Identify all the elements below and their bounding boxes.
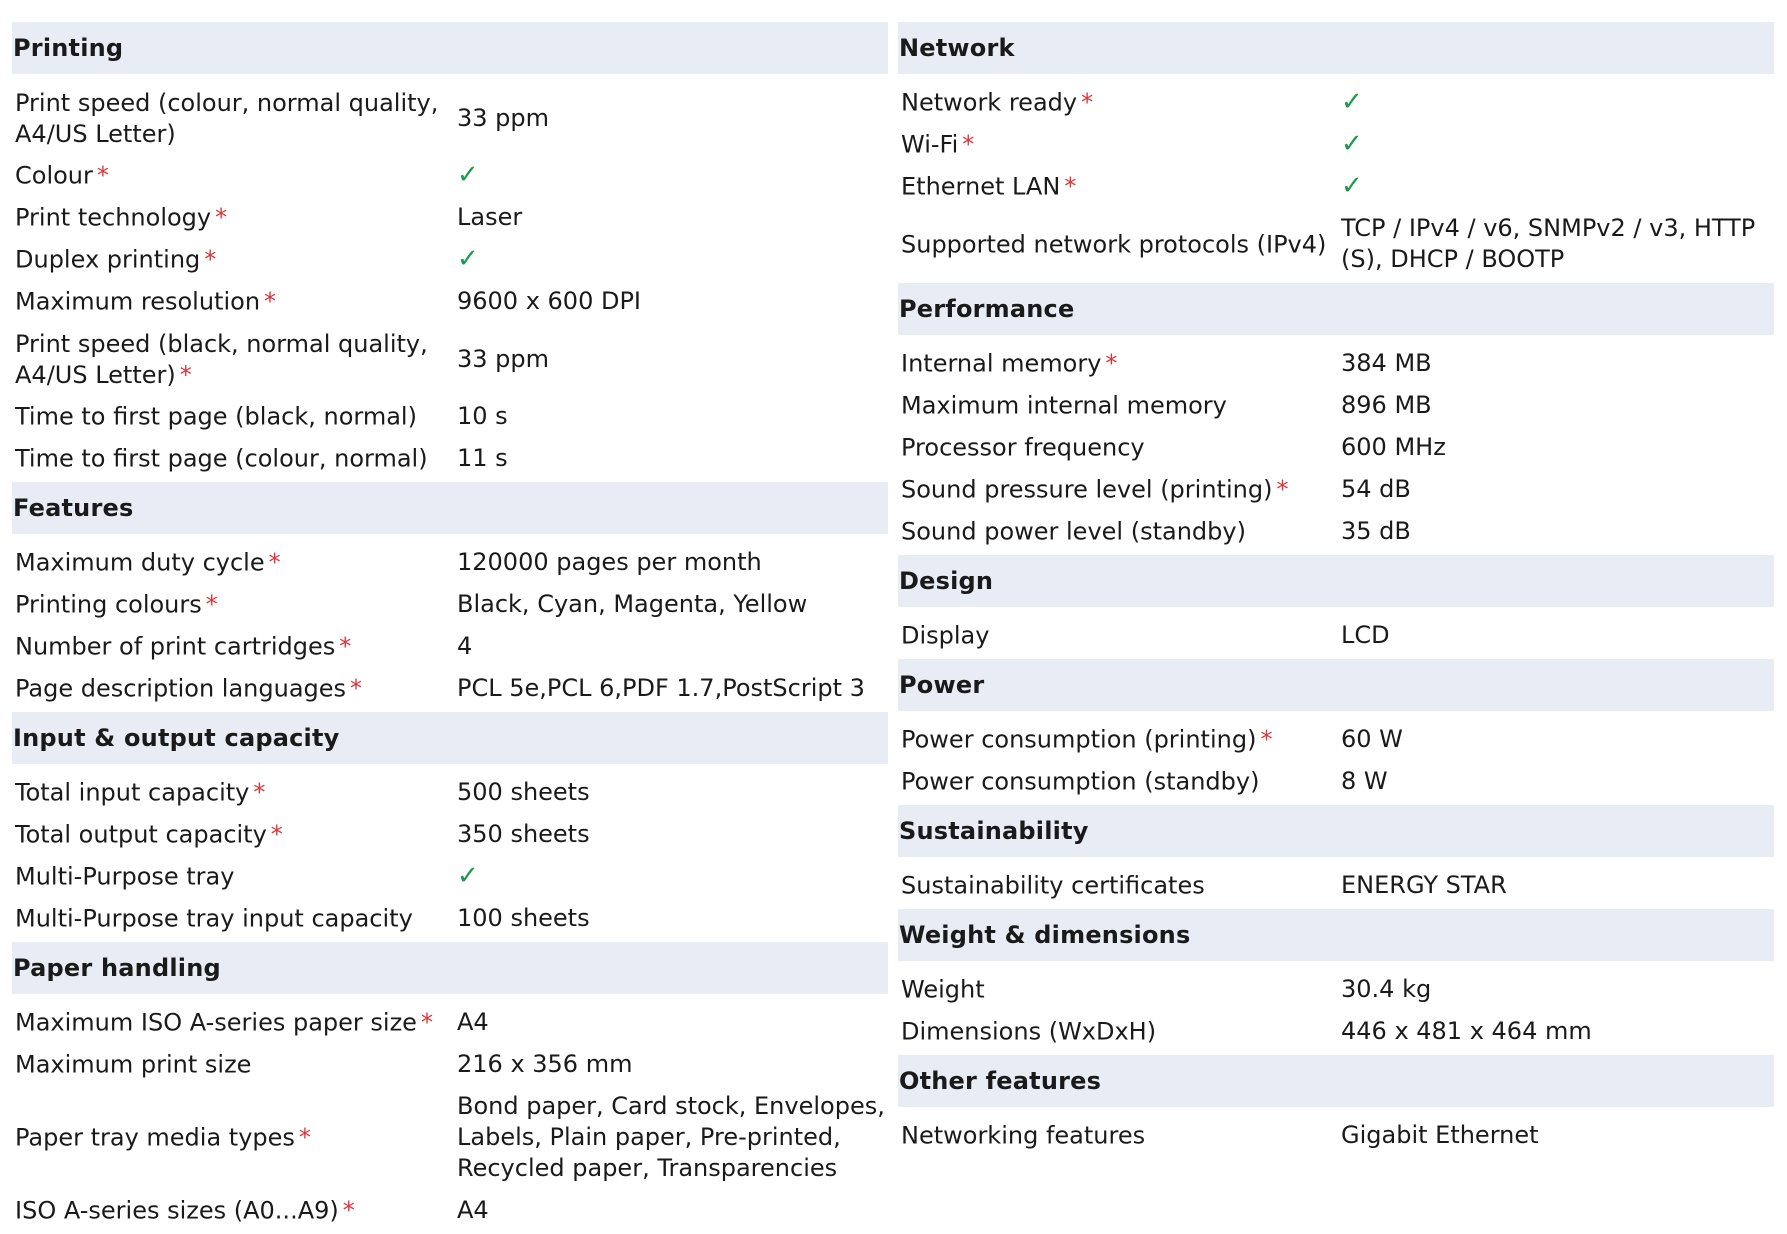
spec-label-text: Display: [901, 621, 990, 650]
spec-row: [12, 584, 888, 626]
spec-label: [15, 674, 445, 705]
section-header-sustainability: Sustainability: [898, 805, 1774, 857]
spec-label: [15, 778, 445, 809]
section-header-network: Network: [898, 22, 1774, 74]
required-marker: *: [253, 778, 266, 807]
required-marker: *: [298, 1123, 311, 1152]
spec-label: [901, 88, 1331, 119]
spec-row: [12, 1190, 888, 1232]
section-header-printing: Printing: [12, 22, 888, 74]
spec-label-text: Sound power level (standby): [901, 517, 1246, 546]
spec-row: [898, 124, 1774, 166]
spec-label-text: Maximum resolution: [15, 287, 261, 316]
section-header-weight-dimensions: Weight & dimensions: [898, 909, 1774, 961]
required-marker: *: [962, 130, 975, 159]
section-header-performance: Performance: [898, 283, 1774, 335]
spec-value: A4: [457, 1008, 489, 1036]
spec-label-text: ISO A-series sizes (A0...A9): [15, 1196, 339, 1225]
spec-label: [15, 1050, 445, 1081]
spec-row: [12, 898, 888, 940]
spec-label: [15, 904, 445, 935]
spec-row: [898, 343, 1774, 385]
spec-value: 120000 pages per month: [457, 548, 762, 576]
spec-label-text: Maximum duty cycle: [15, 548, 265, 577]
spec-row: [12, 155, 888, 197]
spec-row: [898, 865, 1774, 907]
spec-label-text: Maximum internal memory: [901, 391, 1227, 420]
spec-label: [901, 1017, 1331, 1048]
spec-row: [898, 511, 1774, 553]
spec-label: [901, 349, 1331, 380]
spec-value: 10 s: [457, 402, 508, 430]
spec-label-text: Sustainability certificates: [901, 871, 1205, 900]
spec-rows-design: [898, 615, 1774, 657]
spec-label: [901, 130, 1331, 161]
spec-label-text: Multi-Purpose tray: [15, 862, 235, 891]
section-header-power: Power: [898, 659, 1774, 711]
spec-label: [15, 88, 445, 150]
checkmark-icon: ✓: [457, 160, 479, 190]
spec-row: [12, 1044, 888, 1086]
spec-rows-input-output-capacity: [12, 772, 888, 940]
spec-rows-printing: [12, 82, 888, 480]
spec-label-text: Sound pressure level (printing): [901, 475, 1273, 504]
spec-rows-other-features: [898, 1115, 1774, 1157]
section-header-other-features: Other features: [898, 1055, 1774, 1107]
spec-label: [901, 433, 1331, 464]
spec-row: [898, 427, 1774, 469]
required-marker: *: [215, 203, 228, 232]
spec-row: [12, 1002, 888, 1044]
spec-label-text: Print speed (black, normal quality, A4/US Letter): [15, 329, 428, 389]
spec-rows-features: [12, 542, 888, 710]
checkmark-icon: ✓: [1341, 129, 1363, 159]
spec-label-text: Total input capacity: [15, 778, 250, 807]
section-header-paper-handling: Paper handling: [12, 942, 888, 994]
required-marker: *: [1260, 725, 1273, 754]
spec-value: Black, Cyan, Magenta, Yellow: [457, 590, 808, 618]
spec-label-text: Weight: [901, 975, 985, 1004]
spec-row: [12, 814, 888, 856]
spec-label: [15, 548, 445, 579]
spec-value: 9600 x 600 DPI: [457, 287, 642, 315]
spec-row: [12, 438, 888, 480]
spec-label: [15, 329, 445, 391]
spec-label-text: Multi-Purpose tray input capacity: [15, 904, 413, 933]
spec-value: 4: [457, 632, 473, 660]
checkmark-icon: ✓: [457, 244, 479, 274]
spec-label: [901, 725, 1331, 756]
checkmark-icon: ✓: [1341, 87, 1363, 117]
section-header-input-output-capacity: Input & output capacity: [12, 712, 888, 764]
spec-value: 350 sheets: [457, 820, 590, 848]
spec-value: 600 MHz: [1341, 433, 1446, 461]
spec-label: [901, 975, 1331, 1006]
spec-row: [898, 719, 1774, 761]
spec-label: [901, 767, 1331, 798]
required-marker: *: [420, 1008, 433, 1037]
spec-row: [898, 969, 1774, 1011]
spec-column-left: [12, 22, 888, 1234]
spec-rows-power: [898, 719, 1774, 803]
spec-label: [901, 1121, 1331, 1152]
spec-label-text: Colour: [15, 161, 93, 190]
spec-value: Bond paper, Card stock, Envelopes, Labels, Plain paper, Pre-printed, Recycled paper, Transparencies: [457, 1092, 885, 1182]
spec-column-right: [898, 22, 1774, 1159]
spec-value: 100 sheets: [457, 904, 590, 932]
spec-label: [15, 1008, 445, 1039]
spec-label-text: Networking features: [901, 1121, 1146, 1150]
spec-label: [15, 161, 445, 192]
spec-label: [901, 517, 1331, 548]
spec-label: [901, 172, 1331, 203]
required-marker: *: [342, 1196, 355, 1225]
spec-label: [901, 229, 1331, 260]
spec-row: [898, 1115, 1774, 1157]
spec-rows-performance: [898, 343, 1774, 553]
spec-label-text: Paper tray media types: [15, 1123, 295, 1152]
spec-value: 35 dB: [1341, 517, 1411, 545]
required-marker: *: [96, 161, 109, 190]
spec-label: [15, 245, 445, 276]
spec-label: [15, 444, 445, 475]
spec-row: [898, 761, 1774, 803]
spec-label: [15, 632, 445, 663]
spec-label-text: Wi-Fi: [901, 130, 959, 159]
spec-label-text: Supported network protocols (IPv4): [901, 230, 1327, 258]
spec-label: [15, 1123, 445, 1154]
spec-value: 11 s: [457, 444, 508, 472]
spec-label-text: Duplex printing: [15, 245, 201, 274]
spec-label: [15, 203, 445, 234]
spec-row: [12, 396, 888, 438]
spec-row: [898, 385, 1774, 427]
spec-row: [12, 626, 888, 668]
spec-value: LCD: [1341, 621, 1390, 649]
spec-value: PCL 5e,PCL 6,PDF 1.7,PostScript 3: [457, 674, 865, 702]
spec-label: [15, 820, 445, 851]
spec-value: A4: [457, 1196, 489, 1224]
spec-label: [15, 402, 445, 433]
required-marker: *: [1064, 172, 1077, 201]
spec-row: [898, 1011, 1774, 1053]
required-marker: *: [270, 820, 283, 849]
spec-value: 33 ppm: [457, 103, 550, 132]
required-marker: *: [1276, 475, 1289, 504]
spec-value: 33 ppm: [457, 344, 550, 373]
spec-value: 500 sheets: [457, 778, 590, 806]
spec-value: 896 MB: [1341, 391, 1432, 419]
spec-label-text: Printing colours: [15, 590, 202, 619]
required-marker: *: [339, 632, 352, 661]
spec-row: [12, 542, 888, 584]
spec-row: [12, 323, 888, 396]
spec-row: [898, 166, 1774, 208]
spec-label-text: Time to first page (black, normal): [15, 402, 417, 431]
required-marker: *: [1081, 88, 1094, 117]
spec-label-text: Internal memory: [901, 349, 1102, 378]
spec-row: [898, 469, 1774, 511]
spec-label-text: Print speed (colour, normal quality, A4/US Letter): [15, 88, 439, 148]
spec-value: 8 W: [1341, 767, 1388, 795]
spec-label-text: Total output capacity: [15, 820, 267, 849]
required-marker: *: [179, 360, 192, 389]
spec-row: [898, 615, 1774, 657]
spec-label: [901, 475, 1331, 506]
spec-label-text: Page description languages: [15, 674, 347, 703]
spec-label-text: Ethernet LAN: [901, 172, 1061, 201]
spec-value: ENERGY STAR: [1341, 871, 1507, 899]
spec-label-text: Network ready: [901, 88, 1078, 117]
spec-label-text: Power consumption (printing): [901, 725, 1257, 754]
checkmark-icon: ✓: [457, 861, 479, 891]
spec-value: Gigabit Ethernet: [1341, 1121, 1539, 1149]
spec-row: [12, 82, 888, 155]
spec-label-text: Power consumption (standby): [901, 767, 1260, 796]
spec-label: [901, 391, 1331, 422]
spec-value: 446 x 481 x 464 mm: [1341, 1017, 1592, 1045]
required-marker: *: [205, 590, 218, 619]
spec-row: [12, 668, 888, 710]
spec-label: [15, 862, 445, 893]
spec-value: 216 x 356 mm: [457, 1050, 633, 1078]
spec-label-text: Dimensions (WxDxH): [901, 1017, 1157, 1046]
spec-rows-paper-handling: [12, 1002, 888, 1232]
spec-value: 54 dB: [1341, 475, 1411, 503]
section-header-features: Features: [12, 482, 888, 534]
required-marker: *: [268, 548, 281, 577]
spec-rows-network: [898, 82, 1774, 281]
spec-value: 384 MB: [1341, 349, 1432, 377]
spec-row: [12, 772, 888, 814]
spec-label-text: Processor frequency: [901, 433, 1145, 462]
spec-row: [12, 239, 888, 281]
spec-label-text: Time to first page (colour, normal): [15, 444, 428, 473]
spec-row: [12, 197, 888, 239]
required-marker: *: [264, 287, 277, 316]
section-header-design: Design: [898, 555, 1774, 607]
spec-row: [12, 856, 888, 898]
spec-rows-sustainability: [898, 865, 1774, 907]
spec-value: TCP / IPv4 / v6, SNMPv2 / v3, HTTP (S), DHCP / BOOTP: [1341, 214, 1756, 273]
spec-label-text: Maximum ISO A-series paper size: [15, 1008, 417, 1037]
spec-rows-weight-dimensions: [898, 969, 1774, 1053]
spec-row: [12, 281, 888, 323]
spec-label: [901, 871, 1331, 902]
spec-row: [898, 82, 1774, 124]
required-marker: *: [350, 674, 363, 703]
spec-label-text: Number of print cartridges: [15, 632, 336, 661]
spec-label-text: Print technology: [15, 203, 212, 232]
spec-value: 30.4 kg: [1341, 975, 1432, 1003]
required-marker: *: [1105, 349, 1118, 378]
required-marker: *: [204, 245, 217, 274]
spec-label-text: Maximum print size: [15, 1050, 252, 1079]
spec-row: [12, 1086, 888, 1190]
spec-label: [15, 590, 445, 621]
spec-row: [898, 208, 1774, 281]
spec-label: [15, 1196, 445, 1227]
spec-label: [901, 621, 1331, 652]
spec-value: 60 W: [1341, 725, 1403, 753]
spec-value: Laser: [457, 203, 523, 231]
checkmark-icon: ✓: [1341, 171, 1363, 201]
spec-label: [15, 287, 445, 318]
